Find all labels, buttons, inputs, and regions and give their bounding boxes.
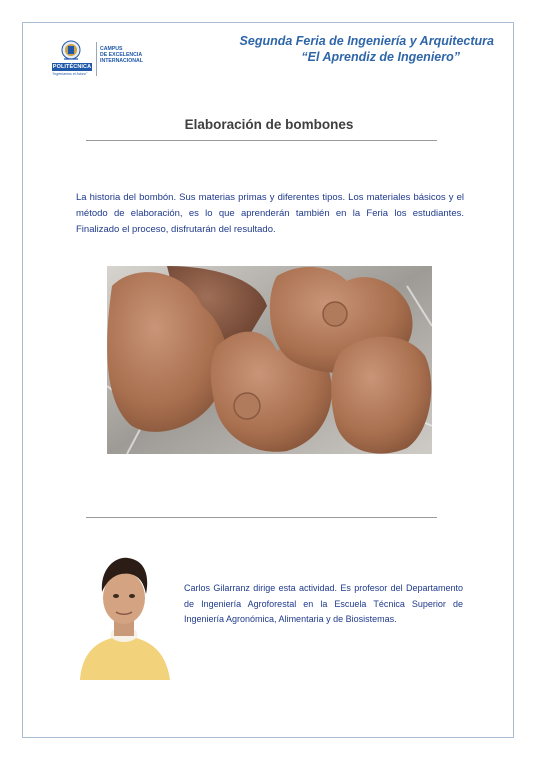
chocolate-image: [107, 266, 432, 454]
campus-line: CAMPUS: [100, 46, 123, 52]
campus-line: INTERNACIONAL: [100, 58, 143, 65]
logo-tagline: "Ingeniamos el futuro": [52, 72, 88, 76]
event-name: Segunda Feria de Ingeniería y Arquitectura: [239, 34, 494, 48]
instructor-bio: Carlos Gilarranz dirige esta actividad. Es profesor del Departamento de Ingeniería Agroforestal en la Escuela Técnica Superior de Ingeniería Agronómica, Alimentaria y de Biosistemas.: [184, 583, 463, 624]
event-subtitle: “El Aprendiz de Ingeniero”: [301, 50, 460, 64]
page-title: Elaboración de bombones: [184, 117, 354, 132]
section-rule: [86, 517, 437, 518]
intro-paragraph: La historia del bombón. Sus materias primas y diferentes tipos. Los materiales básicos y el método de elaboración, es lo que aprenderán también en la Feria los estudiantes. Finalizado el proceso, disfrutarán del resultado.: [76, 192, 464, 235]
upm-logo: [50, 40, 150, 82]
person-photo: [70, 550, 178, 680]
bombones-photo: [107, 266, 432, 454]
logo-divider: [96, 42, 97, 76]
campus-line: DE EXCELENCIA: [100, 52, 143, 59]
logo-brand: POLITÉCNICA: [52, 64, 92, 70]
event-header: [240, 33, 494, 65]
campus-label: [100, 46, 143, 65]
university-crest-icon: [58, 40, 84, 62]
title-rule: [86, 140, 437, 141]
instructor-portrait: [70, 550, 178, 680]
